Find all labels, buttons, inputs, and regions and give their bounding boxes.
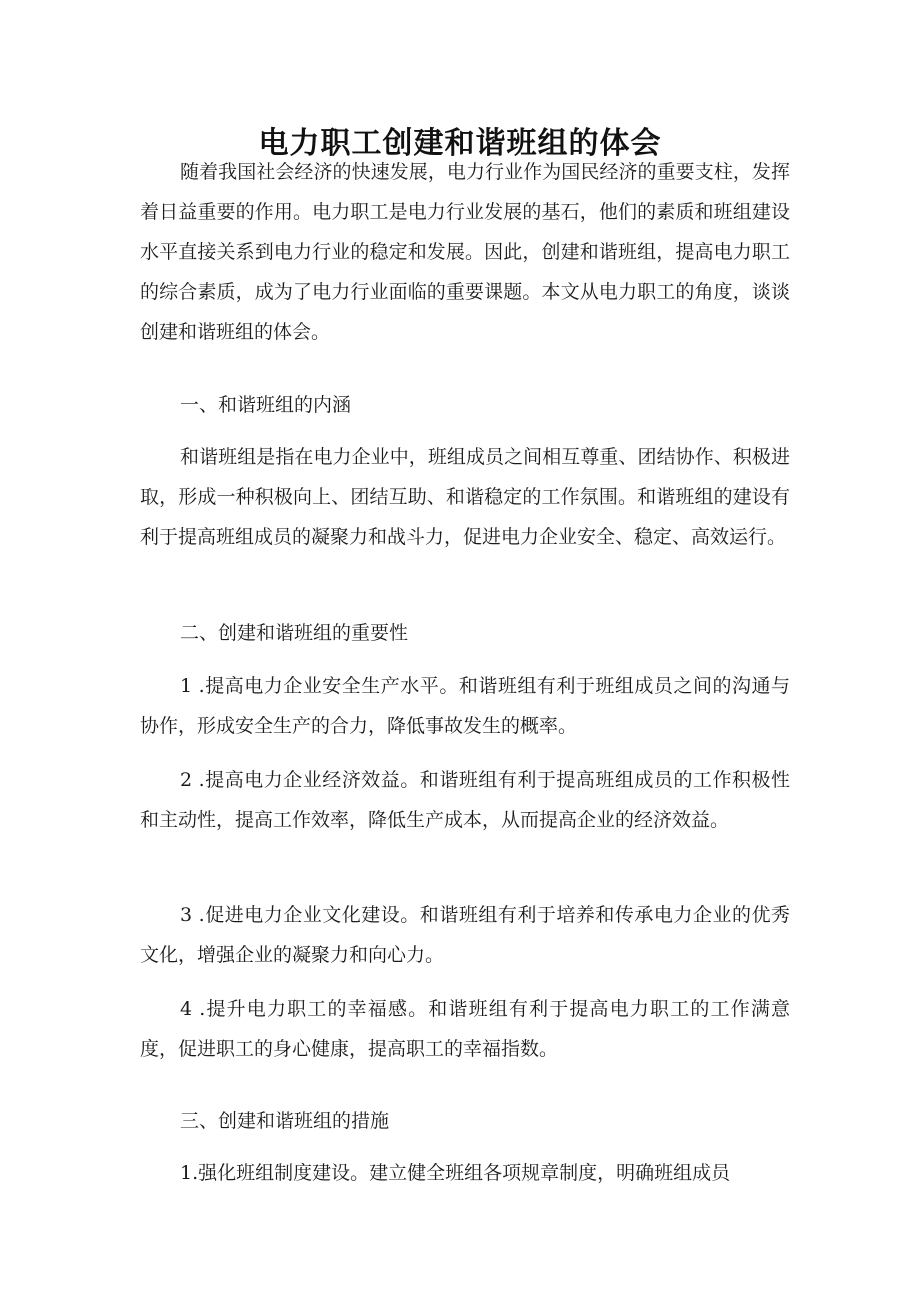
section-3-heading: 三、创建和谐班组的措施 <box>180 1110 390 1132</box>
section-2-heading: 二、创建和谐班组的重要性 <box>180 622 409 644</box>
intro-paragraph: 随着我国社会经济的快速发展，电力行业作为国民经济的重要支柱，发挥着日益重要的作用。电力职工是电力行业发展的基石，他们的素质和班组建设水平直接关系到电力行业的稳定和发展。因此，创建和谐班组，提高电力职工的综合素质，成为了电力行业面临的重要课题。本文从电力职工的角度，谈谈创建和谐班组的体会。 <box>140 161 790 343</box>
section-2-item-3: 3 .促进电力企业文化建设。和谐班组有利于培养和传承电力企业的优秀文化，增强企业的凝聚力和向心力。 <box>140 904 790 966</box>
document-title: 电力职工创建和谐班组的体会 <box>258 126 662 161</box>
section-1-paragraph: 和谐班组是指在电力企业中，班组成员之间相互尊重、团结协作、积极进取，形成一种积极向上、团结互助、和谐稳定的工作氛围。和谐班组的建设有利于提高班组成员的凝聚力和战斗力，促进电力企业安全、稳定、高效运行。 <box>140 446 790 548</box>
section-3-item-1: 1.强化班组制度建设。建立健全班组各项规章制度，明确班组成员 <box>180 1162 731 1184</box>
section-2-item-1: 1 .提高电力企业安全生产水平。和谐班组有利于班组成员之间的沟通与协作，形成安全生产的合力，降低事故发生的概率。 <box>140 675 790 737</box>
section-2-item-4: 4 .提升电力职工的幸福感。和谐班组有利于提高电力职工的工作满意度，促进职工的身心健康，提高职工的幸福指数。 <box>140 998 790 1060</box>
section-1-heading: 一、和谐班组的内涵 <box>180 394 352 416</box>
section-2-item-2: 2 .提高电力企业经济效益。和谐班组有利于提高班组成员的工作积极性和主动性，提高工作效率，降低生产成本，从而提高企业的经济效益。 <box>140 769 790 831</box>
